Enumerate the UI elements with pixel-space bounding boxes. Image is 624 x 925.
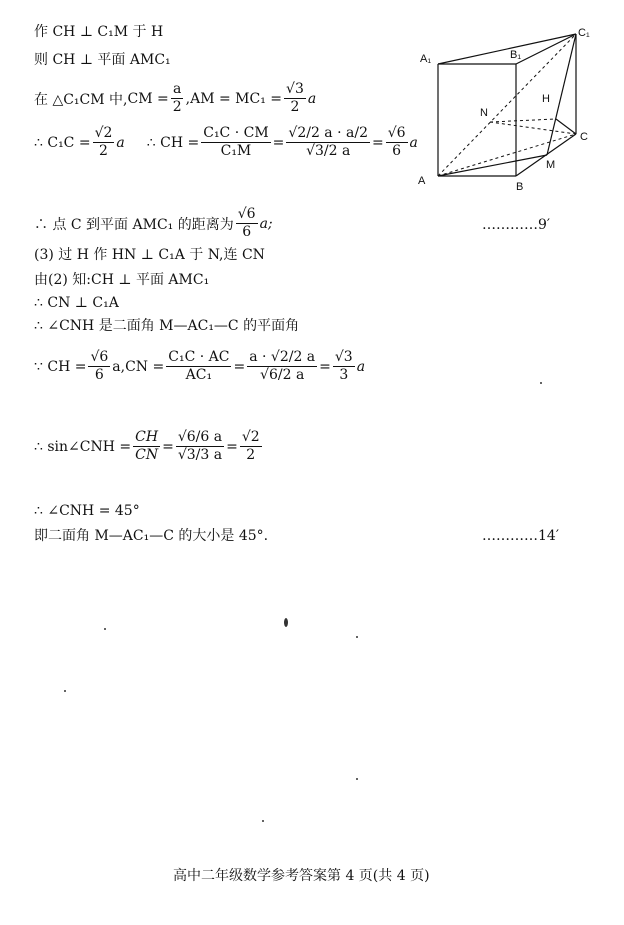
scan-speck — [356, 778, 358, 780]
ch-mid-fraction — [286, 126, 370, 159]
triangle-prefix: 在 △C₁CM 中, — [34, 91, 128, 108]
cn-formula-den: AC₁ — [185, 367, 213, 383]
cm-label: CM = — [127, 90, 169, 107]
scan-speck — [540, 382, 542, 384]
ch-result-fraction — [386, 126, 408, 159]
scan-speck — [64, 690, 66, 692]
distance-fraction — [236, 207, 258, 240]
sin-mid-num: √6/6 a — [177, 429, 223, 445]
sin-result-fraction — [240, 430, 262, 463]
part3-line2: 由(2) 知:CH ⊥ 平面 AMC₁ — [34, 272, 210, 288]
line-sin: ∴ sin∠CNH = $\frac{CH}{CN}$ = $\frac{√6/6 a}{√3/3 a}$ = $\frac{√2}{2}$ — [34, 429, 260, 463]
cn-formula-fraction — [166, 350, 231, 383]
line-ch-cn: ∵ CH = $\frac{√6}{6}$ a,CN = $\frac{\text{C₁C · AC}}{\text{AC₁}}$ = $\frac{a \cdot √2/2 a}{√6/2 a}$ = $\frac{√3}{3}$ a — [34, 349, 366, 383]
distance-suffix: a; — [259, 215, 273, 232]
cn-result-den: 3 — [339, 367, 349, 383]
line-angle-45: ∴ ∠CNH = 45° — [34, 503, 140, 519]
line-triangle-lengths — [34, 82, 316, 115]
prism-diagram — [409, 24, 602, 194]
label-a1: A₁ — [420, 53, 432, 65]
sin-mid-fraction — [176, 430, 224, 463]
distance-text: ∴ 点 C 到平面 AMC₁ 的距离为 — [34, 216, 234, 233]
line-ch-perp-plane: 则 CH ⊥ 平面 AMC₁ — [34, 52, 171, 68]
cn-line-ch-fraction — [88, 350, 110, 383]
ch-label: ∴ CH = — [146, 134, 200, 151]
score-14: …………14′ — [482, 528, 559, 544]
c1c-suffix: a — [116, 134, 125, 151]
sin-result-den: 2 — [246, 447, 256, 463]
cn-result-num: √3 — [334, 349, 353, 365]
cn-line-ch-den: 6 — [94, 367, 104, 383]
c1c-num: √2 — [94, 125, 113, 141]
am-label: ,AM = MC₁ = — [185, 90, 283, 107]
geometry-figure — [409, 24, 602, 198]
scan-speck — [104, 628, 106, 630]
am-num: √3 — [286, 81, 304, 97]
sin-den: CN — [135, 447, 159, 463]
distance-num: √6 — [237, 206, 256, 222]
label-c1: C₁ — [578, 27, 590, 39]
cn-result-suffix: a — [356, 358, 366, 375]
label-h: H — [542, 93, 550, 105]
line-distance — [34, 207, 273, 240]
sin-fraction — [133, 430, 160, 463]
c1c-label: ∴ C₁C = — [34, 134, 91, 151]
cn-line-ch-num: √6 — [90, 349, 109, 365]
am-suffix: a — [307, 90, 317, 107]
cm-num: a — [173, 81, 182, 97]
scan-speck — [284, 618, 288, 627]
ch-result-suffix: a — [409, 134, 418, 151]
page-footer: 高中二年级数学参考答案第 4 页(共 4 页) — [173, 868, 430, 884]
label-m: M — [546, 159, 556, 171]
cn-mid-num: a · √2/2 a — [249, 349, 316, 365]
sin-num: CH — [135, 429, 159, 445]
edge-b1c1 — [516, 34, 576, 64]
ch-formula-fraction — [201, 126, 270, 159]
sin-label: ∴ sin∠CNH = — [34, 438, 132, 455]
c1c-fraction — [93, 126, 115, 159]
cn-formula-num: C₁C · AC — [168, 349, 230, 365]
c1c-den: 2 — [99, 143, 108, 159]
sin-mid-den: √3/3 a — [177, 447, 223, 463]
cn-mid-den: √6/2 a — [260, 367, 305, 383]
line-c1c-ch: ∴ C₁C = $\frac{√2}{2}$ a ∴ CH = $\frac{\text{C₁C · CM}}{\text{C₁M}}$ = $\frac{√2/2 a \cdot a/2}{√3/2 a}$ = $\frac{√6}{6}$ a — [34, 125, 418, 159]
part3-line1: (3) 过 H 作 HN ⊥ C₁A 于 N,连 CN — [34, 247, 265, 263]
line-ch-perp-c1m: 作 CH ⊥ C₁M 于 H — [34, 24, 164, 40]
ch-result-den: 6 — [392, 143, 402, 159]
cn-line-ch-suffix: a,CN = — [112, 358, 165, 375]
distance-den: 6 — [242, 224, 252, 240]
edge-a1c1 — [438, 34, 576, 64]
cn-result-fraction — [333, 350, 355, 383]
sin-result-num: √2 — [241, 429, 260, 445]
edge-hc — [556, 119, 576, 134]
scan-speck — [356, 636, 358, 638]
cm-fraction — [171, 82, 184, 115]
cn-mid-fraction — [247, 350, 317, 383]
ch-formula-num: C₁C · CM — [203, 125, 269, 141]
edge-nh-hidden — [490, 119, 556, 122]
am-den: 2 — [290, 99, 300, 115]
cn-line-label: ∵ CH = — [34, 358, 87, 375]
scan-speck — [262, 820, 264, 822]
label-b1: B₁ — [510, 49, 522, 61]
label-n: N — [480, 107, 488, 119]
score-9: …………9′ — [482, 217, 551, 233]
ch-formula-den: C₁M — [220, 143, 252, 159]
edge-ac-hidden — [438, 134, 576, 176]
am-fraction — [284, 82, 306, 115]
label-b: B — [516, 181, 524, 193]
ch-mid-num: √2/2 a · a/2 — [288, 125, 368, 141]
part3-line4: ∴ ∠CNH 是二面角 M—AC₁—C 的平面角 — [34, 318, 300, 334]
label-c: C — [580, 131, 588, 143]
part3-line3: ∴ CN ⊥ C₁A — [34, 295, 119, 311]
line-conclusion: 即二面角 M—AC₁—C 的大小是 45°. — [34, 528, 269, 544]
ch-result-num: √6 — [387, 125, 406, 141]
ch-mid-den: √3/2 a — [306, 143, 351, 159]
label-a: A — [418, 175, 426, 187]
cm-den: 2 — [172, 99, 182, 115]
